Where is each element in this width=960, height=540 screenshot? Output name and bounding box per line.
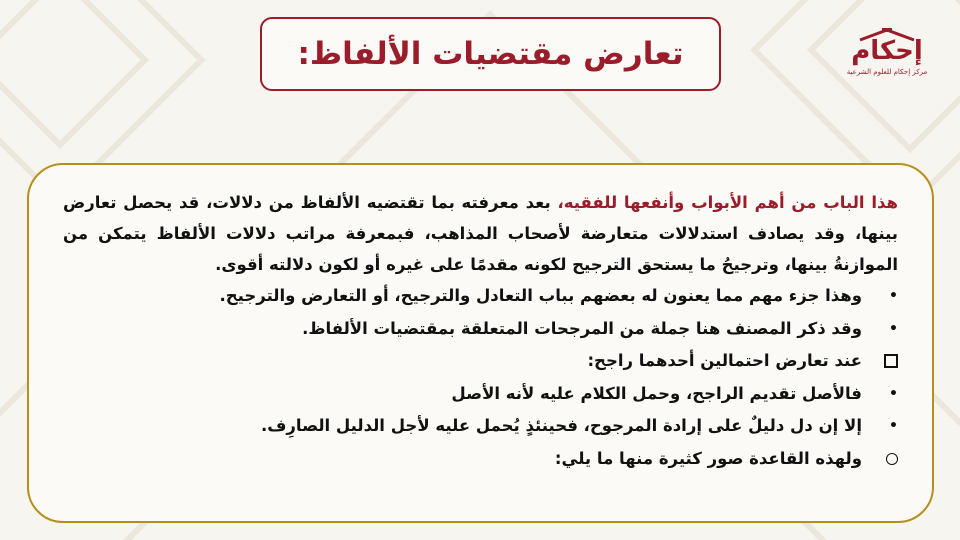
square-bullet-icon (876, 354, 898, 368)
list-item-text: فالأصل تقديم الراجح، وحمل الكلام عليه لأنه الأصل (451, 383, 862, 403)
content-box (27, 163, 934, 523)
list-item-text: عند تعارض احتمالين أحدهما راجح: (587, 351, 862, 370)
dot-bullet-icon: • (889, 385, 898, 402)
logo-subtitle: مركز إحكام للعلوم الشرعية (846, 68, 928, 76)
dot-bullet-icon: • (889, 320, 898, 337)
list-item (63, 410, 898, 443)
points-list (63, 280, 898, 475)
logo-text: إحكام (851, 36, 923, 66)
intro-paragraph (63, 187, 898, 280)
list-item (63, 378, 898, 411)
dot-bullet-icon: • (889, 418, 898, 434)
circle-bullet-icon (876, 453, 898, 465)
title-box (260, 17, 721, 91)
page-title: تعارض مقتضيات الألفاظ: (297, 36, 684, 72)
list-item (63, 313, 898, 346)
list-item (63, 443, 898, 476)
dot-bullet-icon: • (889, 288, 898, 304)
list-item (63, 345, 898, 378)
list-item-text: ولهذه القاعدة صور كثيرة منها ما يلي: (554, 448, 862, 468)
list-item-text: إلا إن دل دليلٌ على إرادة المرجوح، فحينئذٍ يُحمل عليه لأجل الدليل الصارِف. (260, 416, 862, 435)
intro-highlight: هذا الباب من أهم الأبواب وأنفعها للفقيه، (557, 193, 898, 212)
list-item (63, 280, 898, 313)
list-item-text: وقد ذكر المصنف هنا جملة من المرجحات المتعلقة بمقتضيات الألفاظ. (302, 318, 862, 338)
list-item-text: وهذا جزء مهم مما يعنون له بعضهم بباب التعادل والترجيح، أو التعارض والترجيح. (219, 286, 862, 305)
roof-icon (856, 28, 918, 42)
logo (848, 24, 926, 94)
intro-text: بعد معرفته بما تقتضيه الألفاظ من دلالات، قد يحصل تعارض بينها، وقد يصادف استدلالات متعارضة لأصحاب المذاهب، فبمعرفة مراتب دلالات الألفاظ يتمكن من الموازنةُ بينها، وترجيحُ ما يستحق الترجيح لكونه مقدمًا على غيره أو لكون دلالته أقوى. (63, 193, 898, 274)
